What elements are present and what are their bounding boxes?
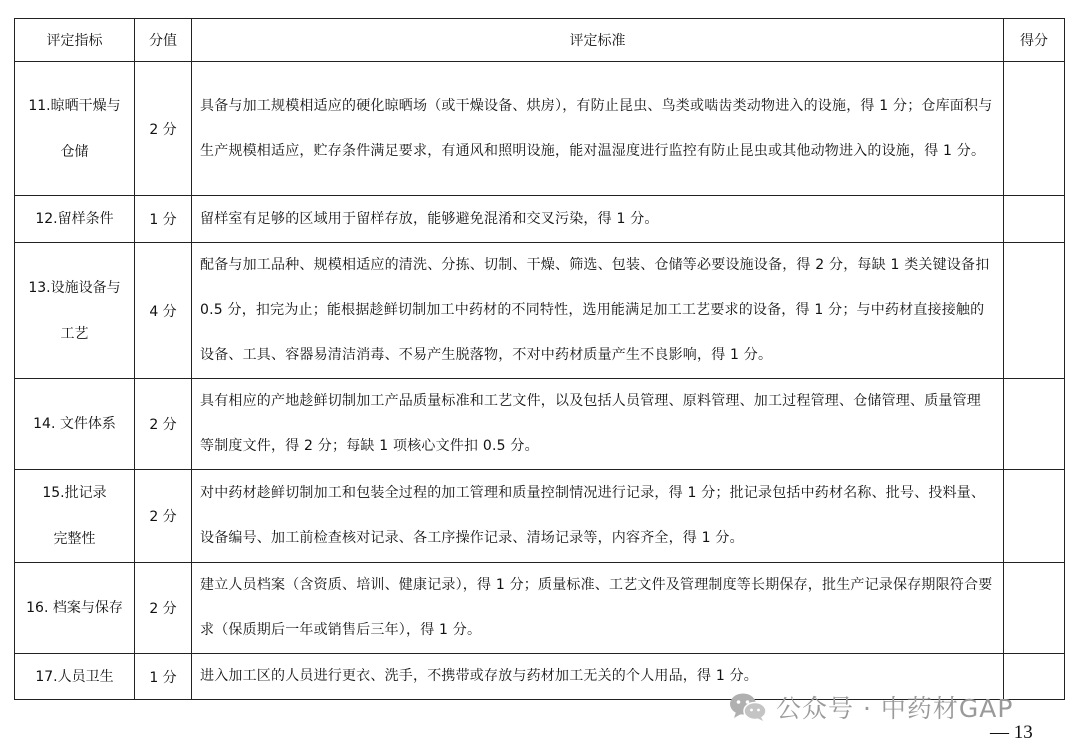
indicator-line: 14. 文件体系 bbox=[33, 416, 116, 432]
score-cell: 2 分 bbox=[135, 470, 192, 563]
indicator-line: 11.晾晒干燥与 bbox=[28, 97, 121, 114]
indicator-cell bbox=[15, 563, 135, 654]
indicator-cell bbox=[15, 379, 135, 470]
standard-cell: 配备与加工品种、规模相适应的清洗、分拣、切制、干燥、筛选、包装、仓储等必要设施设备，得 2 分，每缺 1 类关键设备扣 0.5 分，扣完为止；能根据趁鲜切制加工中药材的不同特性，选用能满足加工工艺要求的设备，得 1 分；与中药材直接接触的设备、工具、容器易清洁消毒、不易产生脱落物，不对中药材质量产生不良影响，得 1 分。 bbox=[192, 243, 1004, 379]
score-cell: 1 分 bbox=[135, 654, 192, 700]
standard-cell: 对中药材趁鲜切制加工和包装全过程的加工管理和质量控制情况进行记录，得 1 分；批记录包括中药材名称、批号、投料量、设备编号、加工前检查核对记录、各工序操作记录、清场记录等，内容齐全，得 1 分。 bbox=[192, 470, 1004, 563]
score-cell: 2 分 bbox=[135, 379, 192, 470]
earned-cell[interactable] bbox=[1004, 563, 1065, 654]
watermark bbox=[728, 690, 1013, 724]
page-number: — 13 bbox=[990, 722, 1033, 743]
earned-cell[interactable] bbox=[1004, 470, 1065, 563]
standard-cell: 建立人员档案（含资质、培训、健康记录），得 1 分；质量标准、工艺文件及管理制度等长期保存，批生产记录保存期限符合要求（保质期后一年或销售后三年），得 1 分。 bbox=[192, 563, 1004, 654]
evaluation-table bbox=[14, 18, 1065, 700]
indicator-cell bbox=[15, 62, 135, 196]
indicator-cell bbox=[15, 196, 135, 243]
table-row bbox=[15, 563, 1065, 654]
header-score: 分值 bbox=[135, 19, 192, 62]
indicator-line: 工艺 bbox=[60, 325, 89, 342]
score-cell: 1 分 bbox=[135, 196, 192, 243]
header-standard: 评定标准 bbox=[192, 19, 1004, 62]
table-row bbox=[15, 470, 1065, 563]
indicator-line: 16. 档案与保存 bbox=[26, 600, 123, 616]
table-row bbox=[15, 196, 1065, 243]
earned-cell[interactable] bbox=[1004, 196, 1065, 243]
table-row bbox=[15, 62, 1065, 196]
indicator-line: 12.留样条件 bbox=[35, 211, 114, 227]
indicator-line: 17.人员卫生 bbox=[35, 668, 114, 685]
earned-cell[interactable] bbox=[1004, 62, 1065, 196]
earned-cell[interactable] bbox=[1004, 243, 1065, 379]
indicator-cell bbox=[15, 470, 135, 563]
header-earned: 得分 bbox=[1004, 19, 1065, 62]
score-cell: 4 分 bbox=[135, 243, 192, 379]
score-cell: 2 分 bbox=[135, 563, 192, 654]
indicator-cell bbox=[15, 654, 135, 700]
indicator-line: 13.设施设备与 bbox=[28, 279, 121, 296]
indicator-line: 15.批记录 bbox=[42, 485, 107, 501]
standard-cell: 进入加工区的人员进行更衣、洗手，不携带或存放与药材加工无关的个人用品，得 1 分。 bbox=[192, 654, 1004, 700]
wechat-icon bbox=[728, 692, 768, 722]
indicator-cell bbox=[15, 243, 135, 379]
earned-cell[interactable] bbox=[1004, 379, 1065, 470]
table-header-row bbox=[15, 19, 1065, 62]
indicator-line: 完整性 bbox=[53, 531, 96, 547]
table-row bbox=[15, 243, 1065, 379]
watermark-text: 公众号 · 中药材GAP bbox=[776, 694, 1014, 723]
indicator-line: 仓储 bbox=[60, 143, 89, 160]
standard-cell: 具有相应的产地趁鲜切制加工产品质量标准和工艺文件，以及包括人员管理、原料管理、加工过程管理、仓储管理、质量管理等制度文件，得 2 分；每缺 1 项核心文件扣 0.5 分。 bbox=[192, 379, 1004, 470]
table-row bbox=[15, 379, 1065, 470]
standard-cell: 具备与加工规模相适应的硬化晾晒场（或干燥设备、烘房），有防止昆虫、鸟类或啮齿类动物进入的设施，得 1 分；仓库面积与生产规模相适应，贮存条件满足要求，有通风和照明设施，能对温湿度进行监控有防止昆虫或其他动物进入的设施，得 1 分。 bbox=[192, 62, 1004, 196]
standard-cell: 留样室有足够的区域用于留样存放，能够避免混淆和交叉污染，得 1 分。 bbox=[192, 196, 1004, 243]
score-cell: 2 分 bbox=[135, 62, 192, 196]
header-indicator: 评定指标 bbox=[15, 19, 135, 62]
